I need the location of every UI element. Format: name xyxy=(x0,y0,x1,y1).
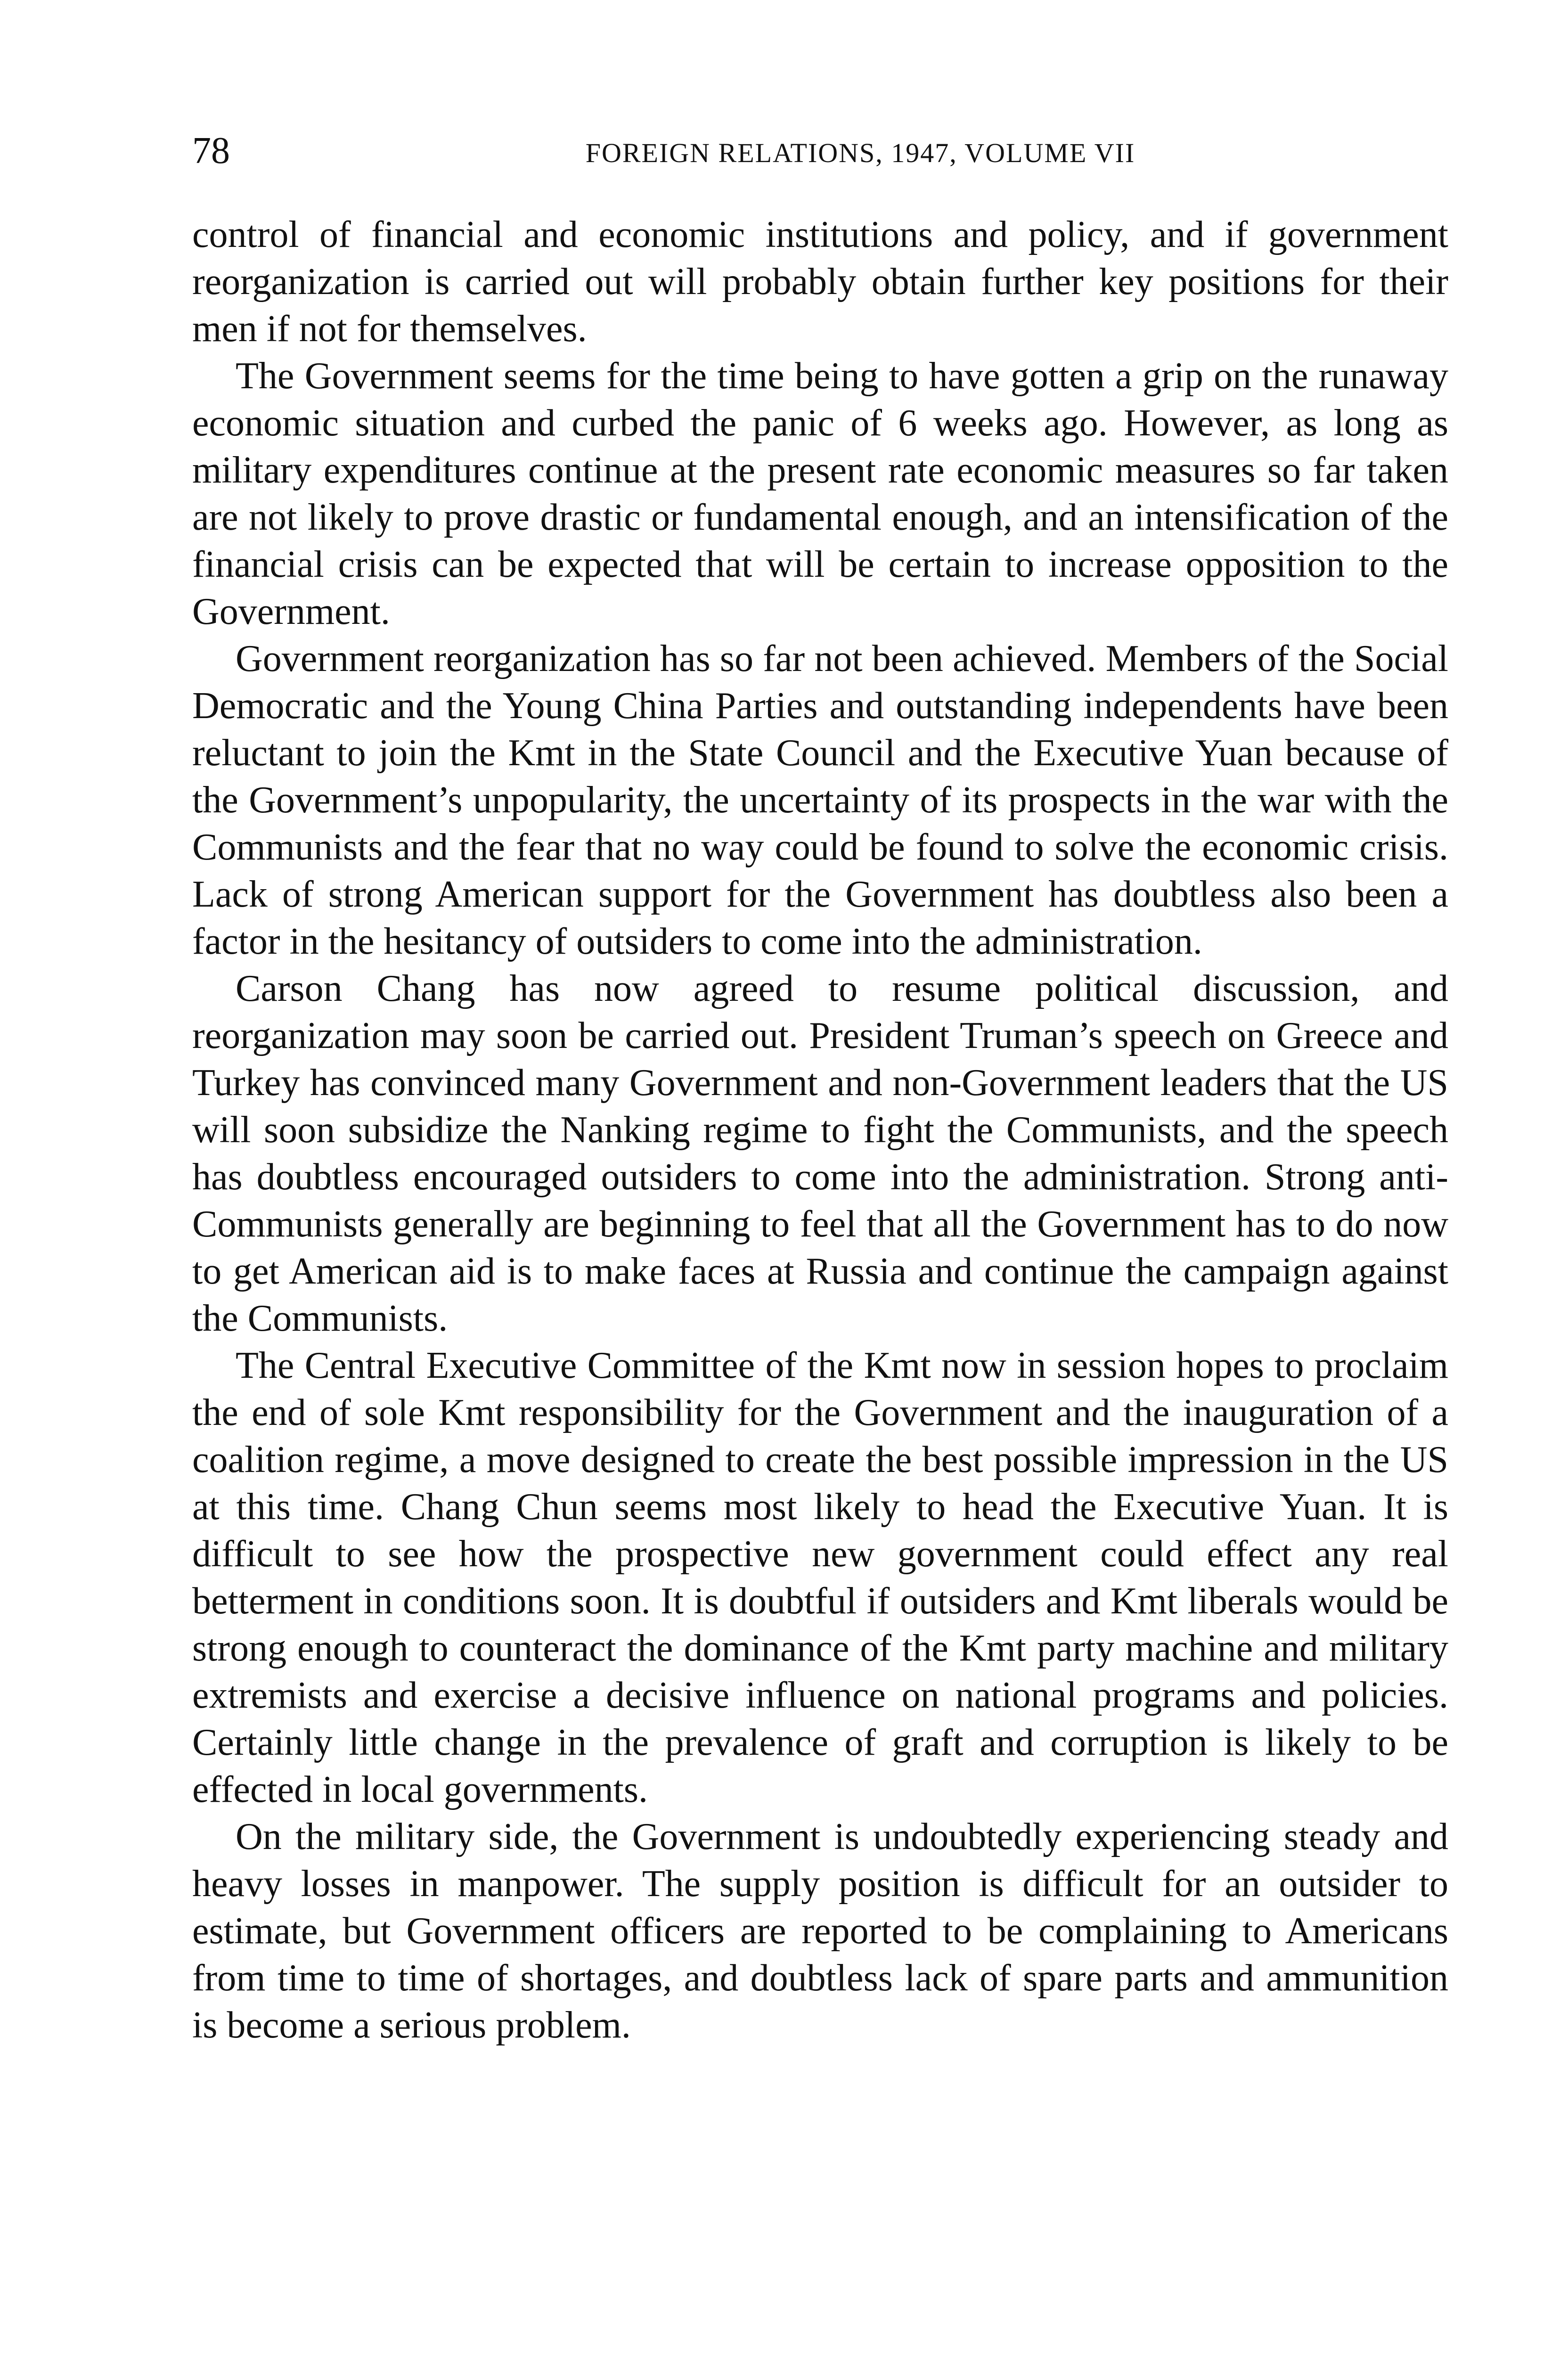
page-number: 78 xyxy=(192,130,230,172)
paragraph-carson-chang: Carson Chang has now agreed to resume political discussion, and reorganization may soon be carried out. President Truman’s speech on Greece and Turkey has convinced many Government and non-Government leaders that the US will soon subsidize the Nanking regime to fight the Communists, and the speech has doubtless encouraged outsiders to come into the administration. Strong anti-Communists generally are beginning to feel that all the Government has to do now to get American aid is to make faces at Russia and continue the campaign against the Communists. xyxy=(192,968,1448,1339)
page-header xyxy=(192,127,1448,184)
paragraph-continuation: control of financial and economic institutions and policy, and if government reorganization is carried out will probably obtain further key positions for their men if not for themselves. xyxy=(192,214,1448,350)
paragraph-economic-situation: The Government seems for the time being to have gotten a grip on the runaway economic situation and curbed the panic of 6 weeks ago. However, as long as military expenditures continue at the present rate economic measures so far taken are not likely to prove drastic or fundamental enough, and an intensification of the financial crisis can be expected that will be certain to increase opposition to the Government. xyxy=(192,355,1448,632)
running-head: FOREIGN RELATIONS, 1947, VOLUME VII xyxy=(585,138,1135,168)
paragraph-military-side: On the military side, the Government is undoubtedly experiencing steady and heavy losses in manpower. The supply position is difficult for an outsider to estimate, but Government officers are reported to be complaining to Americans from time to time of shortages, and doubtless lack of spare parts and ammunition is become a serious problem. xyxy=(192,1816,1448,2046)
paragraph-government-reorganization: Government reorganization has so far not been achieved. Members of the Social Democratic and the Young China Parties and outstanding independents have been reluctant to join the Kmt in the State Council and the Executive Yuan because of the Government’s unpopularity, the uncertainty of its prospects in the war with the Communists and the fear that no way could be found to solve the economic crisis. Lack of strong American support for the Government has doubtless also been a factor in the hesitancy of outsiders to come into the administration. xyxy=(192,638,1448,962)
body-text xyxy=(192,211,1448,2356)
paragraph-central-executive-committee: The Central Executive Committee of the Kmt now in session hopes to proclaim the end of sole Kmt responsibility for the Government and the inauguration of a coalition regime, a move designed to create the best possible impression in the US at this time. Chang Chun seems most likely to head the Executive Yuan. It is difficult to see how the prospective new government could effect any real betterment in conditions soon. It is doubtful if outsiders and Kmt liberals would be strong enough to counteract the dominance of the Kmt party machine and military extremists and exercise a decisive influence on national programs and policies. Certainly little change in the prevalence of graft and corruption is likely to be effected in local governments. xyxy=(192,1345,1448,1810)
